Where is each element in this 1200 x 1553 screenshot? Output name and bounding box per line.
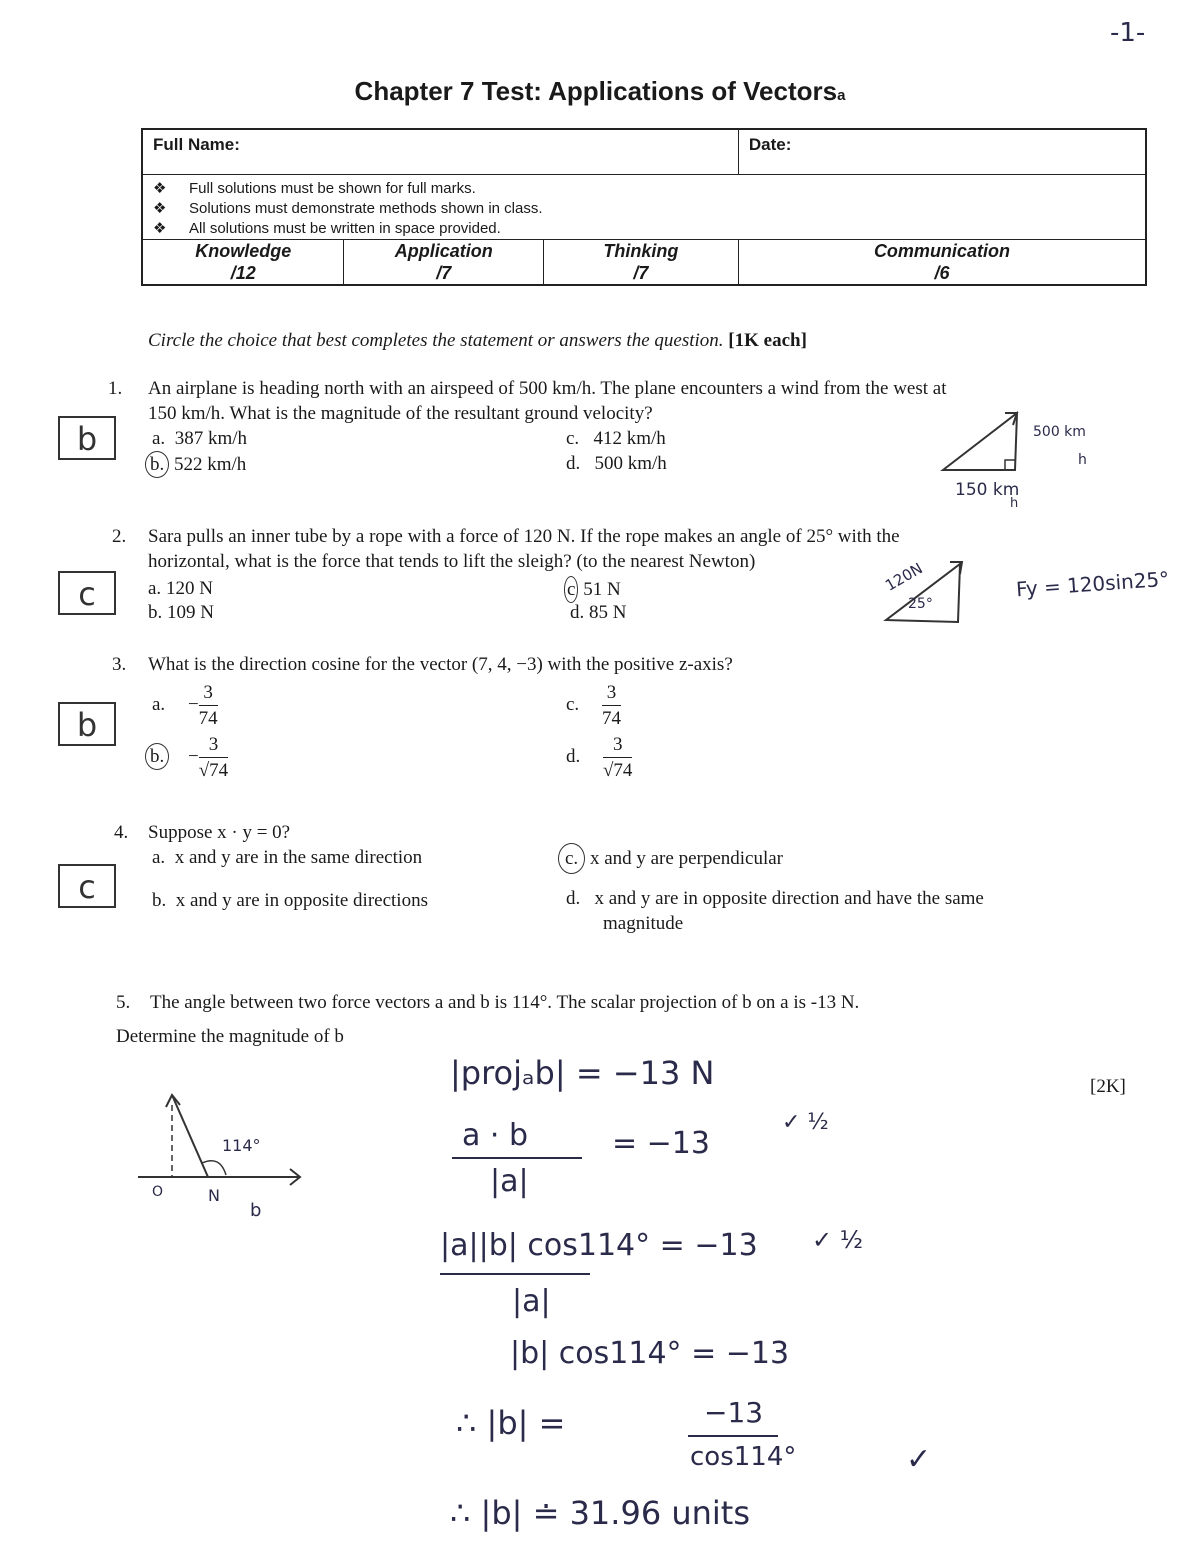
- q3-option-b[interactable]: b. − $\frac{3}{√74}$: [145, 732, 228, 783]
- full-name-field[interactable]: [142, 129, 738, 175]
- work-line-5: ∴ |b| =: [456, 1404, 566, 1442]
- question-5-number: 5.: [116, 992, 131, 1013]
- answer-box-2[interactable]: c: [58, 571, 116, 615]
- question-1-text: An airplane is heading north with an airspeed of 500 km/h. The plane encounters a wind from the west at 150 km/h. What is the magnitude of the resultant ground velocity?: [148, 378, 947, 424]
- diamond-bullet-icon: ❖: [153, 200, 167, 217]
- work-frac-bar: [452, 1156, 584, 1160]
- work-frac-bar: [688, 1434, 780, 1438]
- q3-option-a[interactable]: a. − $\frac{3}{74}$: [152, 682, 218, 729]
- check-mark-icon: ✓: [906, 1442, 932, 1477]
- final-answer: ∴ |b| ≐ 31.96 units: [450, 1494, 751, 1532]
- q1-option-a[interactable]: a. 387 km/h: [152, 428, 247, 449]
- category-application: Application /7: [344, 240, 543, 286]
- date-field[interactable]: [738, 129, 1146, 175]
- rules-list: [142, 175, 1146, 240]
- work-frac-bar: [440, 1272, 592, 1276]
- fraction: $\frac{3}{74}$: [198, 682, 218, 729]
- instructions: Circle the choice that best completes the statement or answers the question. [1K each]: [148, 330, 807, 351]
- title-suffix: a: [837, 87, 846, 104]
- question-2-number: 2.: [112, 526, 127, 547]
- question-2-text: Sara pulls an inner tube by a rope with a force of 120 N. If the rope makes an angle of 25° with the horizontal, what is the force that tends to lift the sleigh? (to the nearest Newton): [148, 526, 900, 572]
- q2-option-c[interactable]: c 51 N: [564, 576, 621, 603]
- selected-circle: b.: [145, 743, 169, 770]
- q5-sketch-vector: b: [250, 1200, 262, 1221]
- q1-sketch-label-500: 500 km: [1033, 424, 1086, 440]
- q3-option-d[interactable]: d. $\frac{3}{√74}$: [566, 734, 633, 781]
- q3-option-c[interactable]: c. $\frac{3}{74}$: [566, 682, 621, 729]
- q1-option-c[interactable]: c. 412 km/h: [566, 428, 666, 449]
- q5-sketch-force: N: [208, 1186, 220, 1205]
- q1-triangle-sketch: [935, 405, 1045, 480]
- fraction: $\frac{3}{√74}$: [198, 734, 229, 781]
- q4-option-d[interactable]: d. x and y are in opposite direction and have the same magnitude: [566, 888, 984, 934]
- q2-option-b[interactable]: b. 109 N: [148, 602, 214, 623]
- title-text: Chapter 7 Test: Applications of Vectors: [354, 76, 838, 106]
- question-5-marks: [2K]: [1090, 1076, 1126, 1097]
- check-mark-icon: ✓ ½: [782, 1110, 829, 1135]
- category-knowledge: Knowledge /12: [142, 240, 344, 286]
- work-line-3-den: |a|: [512, 1284, 551, 1319]
- header-table: [141, 128, 1147, 286]
- work-line-4: |b| cos114° = −13: [510, 1336, 790, 1371]
- question-3-text: What is the direction cosine for the vector (7, 4, −3) with the positive z-axis?: [148, 654, 733, 675]
- page-number: -1-: [1110, 18, 1146, 48]
- q1-option-b[interactable]: b. 522 km/h: [145, 451, 246, 478]
- page-title: [0, 76, 1200, 107]
- answer-box-4[interactable]: c: [58, 864, 116, 908]
- q2-work: Fy = 120sin25°: [1015, 566, 1170, 602]
- q4-option-b[interactable]: b. x and y are in opposite directions: [152, 890, 428, 911]
- q1-sketch-label-150: 150 km: [955, 480, 1020, 500]
- answer-box-3[interactable]: b: [58, 702, 116, 746]
- work-frac-num: a · b: [462, 1118, 529, 1153]
- question-5-text-line2: Determine the magnitude of b: [116, 1026, 344, 1047]
- selected-circle: c.: [558, 843, 585, 874]
- fraction: $\frac{3}{74}$: [601, 682, 621, 729]
- q2-sketch-force: 120N: [882, 559, 926, 595]
- rule-item: ❖ Full solutions must be shown for full marks.: [153, 180, 476, 197]
- rule-item: ❖ Solutions must demonstrate methods shown in class.: [153, 200, 543, 217]
- fraction: $\frac{3}{√74}$: [603, 734, 633, 781]
- q1-sketch-label-500-unit: h: [1078, 452, 1087, 468]
- q2-option-d[interactable]: d. 85 N: [570, 602, 627, 623]
- check-mark-icon: ✓ ½: [812, 1226, 863, 1254]
- selected-circle: c: [564, 576, 578, 603]
- rule-item: ❖ All solutions must be written in space provided.: [153, 220, 501, 237]
- q2-sketch-angle: 25°: [908, 596, 933, 612]
- q5-sketch-origin: O: [152, 1184, 164, 1200]
- category-communication: Communication /6: [738, 240, 1146, 286]
- category-thinking: Thinking /7: [543, 240, 738, 286]
- question-3-number: 3.: [112, 654, 127, 675]
- selected-circle: b.: [145, 451, 169, 478]
- q5-sketch-angle: 114°: [222, 1136, 261, 1155]
- answer-box-1[interactable]: b: [58, 416, 116, 460]
- question-1-number: 1.: [108, 378, 123, 399]
- q4-option-a[interactable]: a. x and y are in the same direction: [152, 847, 423, 868]
- full-name-label: Full Name:: [153, 135, 240, 154]
- question-5-text-line1: The angle between two force vectors a and b is 114°. The scalar projection of b on a is -13 N.: [150, 992, 860, 1013]
- work-frac-den: |a|: [490, 1164, 529, 1199]
- work-line-5-den: cos114°: [690, 1442, 797, 1472]
- work-line-3: |a||b| cos114° = −13: [440, 1228, 758, 1263]
- q2-option-a[interactable]: a. 120 N: [148, 578, 213, 599]
- date-label: Date:: [748, 135, 792, 154]
- q1-sketch-label-150-unit: h: [1010, 496, 1019, 511]
- question-4-number: 4.: [114, 822, 129, 843]
- q4-option-c[interactable]: c. x and y are perpendicular: [558, 843, 783, 874]
- diamond-bullet-icon: ❖: [153, 180, 167, 197]
- work-line-5-num: −13: [704, 1396, 764, 1429]
- question-4-text: Suppose x · y = 0?: [148, 822, 291, 843]
- work-line-1: |projₐb| = −13 N: [450, 1054, 715, 1092]
- q1-option-d[interactable]: d. 500 km/h: [566, 453, 667, 474]
- diamond-bullet-icon: ❖: [153, 220, 167, 237]
- work-line-2-rhs: = −13: [612, 1126, 710, 1161]
